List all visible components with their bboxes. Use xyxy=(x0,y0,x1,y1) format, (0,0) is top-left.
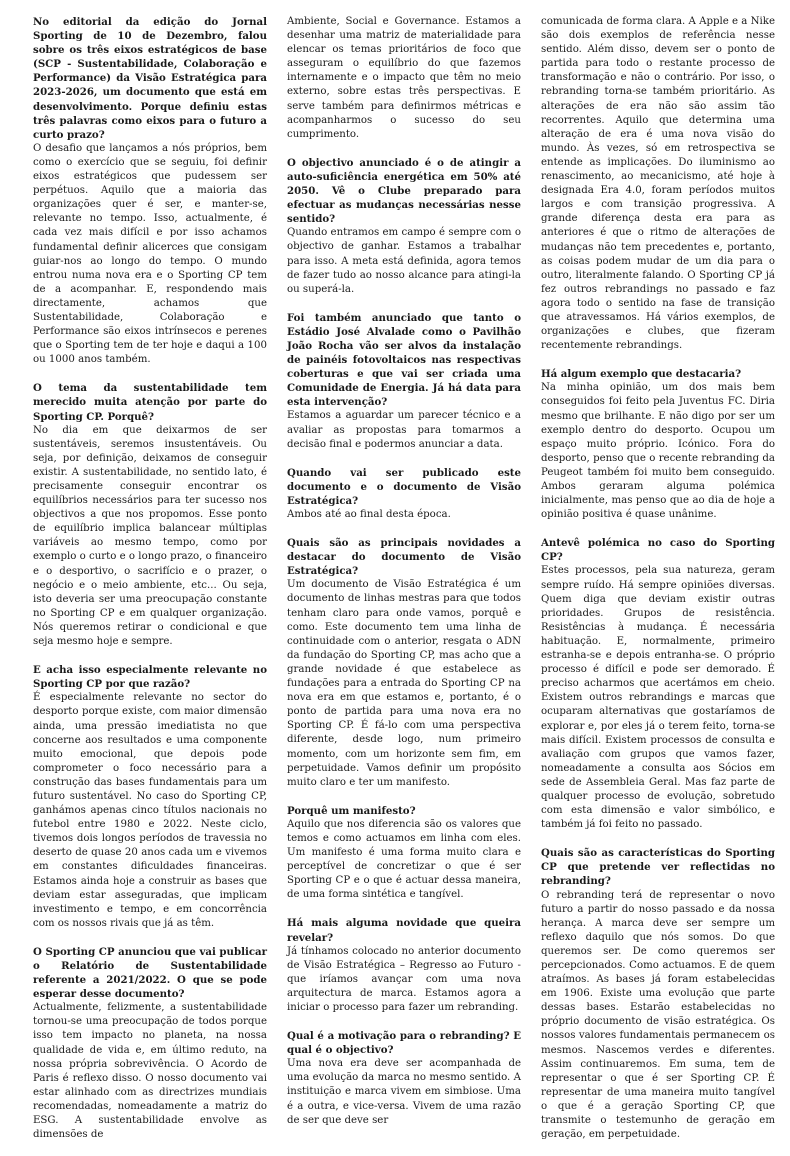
interview-answer: Aquilo que nos diferencia são os valores que temos e como actuamos em linha com eles. Um manifesto é uma forma muito clara e perceptível de concretizar o que é ser Sporting CP e o que é actuar dessa maneira, de uma forma sintética e tangível. xyxy=(287,818,521,901)
interview-question: Há mais alguma novidade que queira revelar? xyxy=(287,917,521,944)
qa-block xyxy=(287,311,521,452)
qa-block xyxy=(33,663,267,931)
qa-block xyxy=(287,156,521,297)
interview-question: Antevê polémica no caso do Sporting CP? xyxy=(541,537,775,564)
interview-question: Qual é a motivação para o rebranding? E qual é o objectivo? xyxy=(287,1030,521,1057)
interview-answer: O desafio que lançamos a nós próprios, bem como o exercício que se seguiu, foi definir eixos estratégicos que pudessem ser perpétuos. Aquilo que a maioria das organizações quer é ser, e manter-se, relevante no tempo. Isso, actualmente, é cada vez mais difícil e por isso achamos fundamental definir alicerces que consigam guiar-nos ao longo do tempo. O mundo entrou numa nova era e o Sporting CP tem de a acompanhar. E, respondendo mais directamente, achamos que Sustentabilidade, Colaboração e Performance são eixos intrínsecos e perenes que o Sporting tem de ter hoje e daqui a 100 ou 1000 anos também. xyxy=(33,142,267,366)
interview-question: Há algum exemplo que destacaria? xyxy=(541,368,742,381)
interview-answer: Estes processos, pela sua natureza, geram sempre ruído. Há sempre opiniões diversas. Quem diga que deviam existir outras prioridades. Grupos de resistência. Resistências à mudança. É necessária habituação. E, normalmente, primeiro estranha-se e depois entranha-se. O próprio processo é difícil e pode ser demorado. É preciso acharmos que acertámos em cheio. Existem outros rebrandings e marcas que ocuparam alternativas que gostaríamos de explorar e, por eles já o terem feito, torna-se mais difícil. Existem processos de consulta e avaliação com grupos que vamos fazer, nomeadamente a consulta aos Sócios em sede de Assembleia Geral. Mas faz parte de qualquer processo de evolução, sobretudo com esta dimensão e valor simbólico, e também já foi feito no passado. xyxy=(541,565,775,831)
interview-question: Foi também anunciado que tanto o Estádio José Alvalade como o Pavilhão João Rocha vão ser alvos da instalação de painéis fotovoltaicos nas respectivas coberturas e que vai ser criada uma Comunidade de Energia. Já há data para esta intervenção? xyxy=(287,311,521,409)
qa-block xyxy=(33,381,267,649)
qa-block xyxy=(287,1029,521,1128)
qa-block xyxy=(287,466,521,522)
interview-question: No editorial da edição do Jornal Sporting de 10 de Dezembro, falou sobre os três eixos estratégicos de base (SCP - Sustentabilidade, Colaboração e Performance) da Visão Estratégica para 2023-2026, um documento que está em desenvolvimento. Porque definiu estas três palavras como eixos para o futuro a curto prazo? xyxy=(33,16,267,141)
qa-block xyxy=(33,945,267,1142)
interview-answer: Já tínhamos colocado no anterior documento de Visão Estratégica – Regresso ao Futuro - que iríamos avançar com uma nova arquitectura de marca. Estamos agora a iniciar o processo para fazer um rebranding. xyxy=(287,945,521,1013)
interview-answer: Actualmente, felizmente, a sustentabilidade tornou-se uma preocupação de todos porque isso tem impacto no planeta, na nossa qualidade de vida e, em último reduto, na nossa própria sobrevivência. O Acordo de Paris é reflexo disso. O nosso documento vai estar alinhado com as directrizes mundiais recomendadas, nomeadamente a matriz do ESG. A sustentabilidade envolve as dimensões de xyxy=(33,1002,267,1141)
interview-question: O objectivo anunciado é o de atingir a auto-suficiência energética em 50% até 2050. Vê o Clube preparado para efectuar as mudanças necessárias nesse sentido? xyxy=(287,156,521,226)
interview-answer: Estamos a aguardar um parecer técnico e a avaliar as propostas para tomarmos a decisão final e podermos anunciar a data. xyxy=(287,410,521,450)
column-2 xyxy=(287,15,521,1142)
qa-block xyxy=(33,15,267,367)
column-1 xyxy=(33,15,267,1156)
qa-block xyxy=(287,804,521,903)
article-columns xyxy=(33,15,775,1156)
qa-block xyxy=(287,916,521,1015)
interview-question: Quais são as características do Sporting CP que pretende ver reflectidas no rebranding? xyxy=(541,847,775,888)
qa-block xyxy=(541,846,775,1142)
interview-question: E acha isso especialmente relevante no Sporting CP por que razão? xyxy=(33,664,267,691)
interview-question: Quais são as principais novidades a destacar do documento de Visão Estratégica? xyxy=(287,537,521,578)
interview-answer: Quando entramos em campo é sempre com o objectivo de ganhar. Estamos a trabalhar para isso. A meta está definida, agora temos de fazer tudo ao nosso alcance para atingi-la ou superá-la. xyxy=(287,227,521,295)
interview-question: Quando vai ser publicado este documento e o documento de Visão Estratégica? xyxy=(287,466,521,507)
column-3 xyxy=(541,15,775,1156)
interview-question: O tema da sustentabilidade tem merecido muita atenção por parte do Sporting CP. Porquê? xyxy=(33,382,267,423)
interview-answer: comunicada de forma clara. A Apple e a Nike são dois exemplos de referência nesse sentido. Além disso, devem ser o ponto de partida para todo o restante processo de transformação e não o contrário. Por isso, o rebranding torna-se também prioritário. As alterações de era não são assim tão recorrentes. Aquilo que determina uma alteração de era é uma nova visão do mundo. Às vezes, só em retrospectiva se entende as implicações. Do iluminismo ao renascimento, ao mecanicismo, até hoje à designada Era 4.0, foram períodos muitos largos e com transição progressiva. A grande diferença desta era para as anteriores é que o ritmo de alterações de mudanças não tem precedentes e, portanto, as coisas podem mudar de um dia para o outro, literalmente falando. O Sporting CP já fez outros rebrandings no passado e faz agora todo o sentido na fase de transição que atravessamos. Há vários exemplos, de organizações e clubes, que fizeram recentemente rebrandings. xyxy=(541,16,775,352)
interview-answer: O rebranding terá de representar o novo futuro a partir do nosso passado e da nossa herança. A marca deve ser sempre um reflexo daquilo que nós somos. Do que queremos ser. De como queremos ser percepcionados. Como actuamos. E de quem atraímos. As bases já foram estabelecidas em 1906. Existe uma evolução que parte dessas bases. Estarão estabelecidas no próprio documento de visão estratégica. Os nossos valores fundamentais permanecem os mesmos. Nascemos verdes e diferentes. Assim continuaremos. Em suma, tem de representar o que é ser Sporting CP. É representar de uma maneira muito tangível o que é a geração Sporting CP, que transmite o testemunho de geração em geração, em perpetuidade. xyxy=(541,889,775,1141)
interview-answer: Na minha opinião, um dos mais bem conseguidos foi feito pela Juventus FC. Diria mesmo que brilhante. E não digo por ser um exemplo dentro do desporto. Ocupou um espaço muito próprio. Icónico. Fora do desporto, penso que o recente rebranding da Peugeot também foi muito bem conseguido. Ambos geraram alguma polémica inicialmente, mas penso que ao dia de hoje a opinião positiva é quase unânime. xyxy=(541,382,775,521)
interview-answer: Ambos até ao final desta época. xyxy=(287,509,451,520)
interview-answer: Uma nova era deve ser acompanhada de uma evolução da marca no mesmo sentido. A instituição e marca vivem em simbiose. Uma é a outra, e vice-versa. Vivem de uma razão de ser que deve ser xyxy=(287,1058,521,1126)
qa-block xyxy=(287,15,521,142)
qa-block xyxy=(541,367,775,522)
interview-question: O Sporting CP anunciou que vai publicar o Relatório de Sustentabilidade referente a 2021/2022. O que se pode esperar desse documento? xyxy=(33,945,267,1001)
qa-block xyxy=(541,536,775,832)
qa-block xyxy=(541,15,775,353)
qa-block xyxy=(287,536,521,790)
interview-answer: Um documento de Visão Estratégica é um documento de linhas mestras para que todos tenham claro para onde vamos, porquê e como. Este documento tem uma linha de continuidade com o anterior, resgata o ADN da fundação do Sporting CP, mas acho que a grande novidade é que estabelece as fundações para a entrada do Sporting CP na nova era em que estamos e, portanto, é o ponto de partida para uma nova era no Sporting CP. É fá-lo com uma perspectiva diferente, desde logo, num primeiro momento, com um horizonte sem fim, em perpetuidade. Vamos definir um propósito muito claro e ter um manifesto. xyxy=(287,579,521,788)
interview-answer: No dia em que deixarmos de ser sustentáveis, seremos insustentáveis. Ou seja, por definição, deixamos de conseguir existir. A sustentabilidade, no sentido lato, é precisamente conseguir encontrar os equilíbrios necessários para ter sucesso nos objectivos a que nos propomos. Esse ponto de equilíbrio implica balancear múltiplas variáveis ao mesmo tempo, como por exemplo o curto e o longo prazo, o financeiro e o desportivo, o sacrifício e o prazer, o negócio e o meio ambiente, etc... Ou seja, isto deveria ser uma preocupação constante no Sporting CP e em qualquer organização. Nós queremos retirar o condicional e que seja mesmo hoje e sempre. xyxy=(33,424,267,648)
interview-answer: Ambiente, Social e Governance. Estamos a desenhar uma matriz de materialidade para elencar os temas prioritários de foco que asseguram o equilíbrio do que fazemos internamente e o impacto que têm no meio externo, sobre estas três perspectivas. E serve também para definirmos métricas e acompanharmos o sucesso do seu cumprimento. xyxy=(287,16,521,140)
interview-question: Porquê um manifesto? xyxy=(287,804,416,817)
interview-answer: É especialmente relevante no sector do desporto porque existe, com maior dimensão ainda, uma pressão imediatista no que concerne aos resultados e uma componente muito emocional, que depois pode comprometer o foco necessário para a construção das bases fundamentais para um futuro sustentável. No caso do Sporting CP, ganhámos apenas cinco títulos nacionais no futebol entre 1980 e 2022. Neste ciclo, tivemos dois longos períodos de travessia no deserto de quase 20 anos cada um e vivemos em constantes dificuldades financeiras. Estamos ainda hoje a construir as bases que deviam estar asseguradas, que implicam investimento e tempo, e em concorrência com os nossos rivais que já as têm. xyxy=(33,692,267,929)
